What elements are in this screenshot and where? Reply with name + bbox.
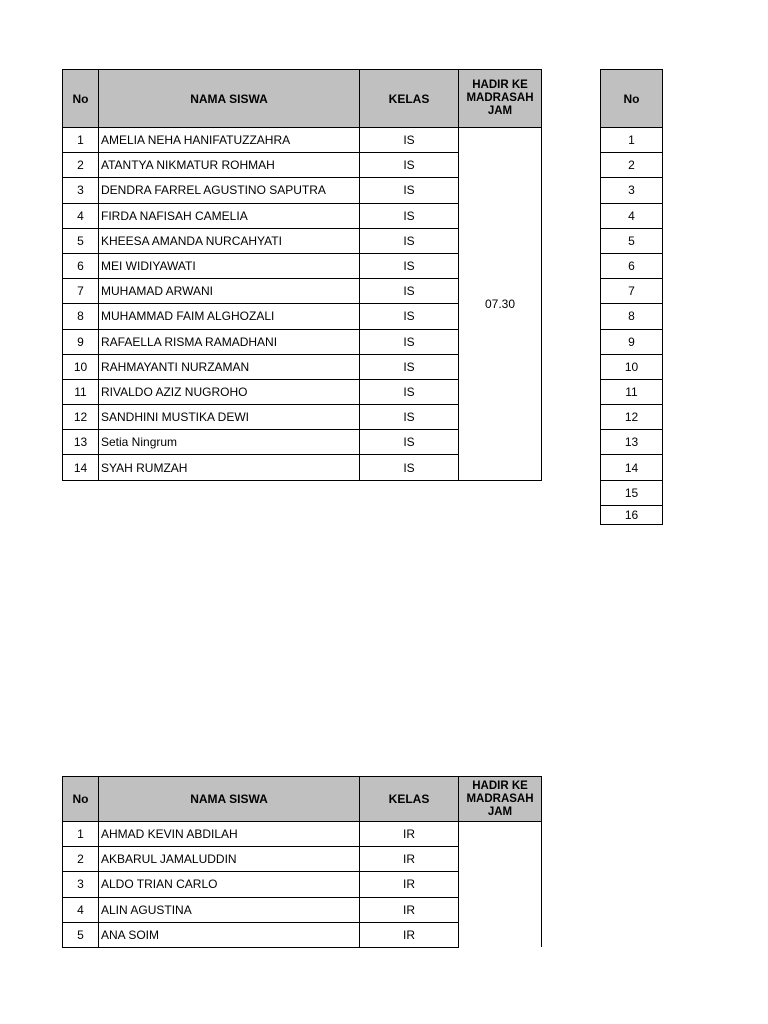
row-nama-siswa: MUHAMMAD FAIM ALGHOZALI xyxy=(99,304,360,329)
row-kelas: IR xyxy=(360,897,459,922)
table-row xyxy=(63,822,542,847)
header-nama-siswa: NAMA SISWA xyxy=(99,777,360,822)
row-no: 14 xyxy=(601,455,663,480)
row-nama-siswa: RAHMAYANTI NURZAMAN xyxy=(99,354,360,379)
arrival-time xyxy=(459,822,542,948)
row-nama-siswa: DENDRA FARREL AGUSTINO SAPUTRA xyxy=(99,178,360,203)
row-no: 14 xyxy=(63,455,99,480)
row-nama-siswa: ANA SOIM xyxy=(99,922,360,947)
row-kelas: IS xyxy=(360,178,459,203)
row-nama-siswa: AHMAD KEVIN ABDILAH xyxy=(99,822,360,847)
row-no: 16 xyxy=(601,505,663,524)
row-no: 6 xyxy=(601,253,663,278)
row-kelas: IS xyxy=(360,153,459,178)
row-no: 5 xyxy=(63,228,99,253)
row-no: 2 xyxy=(63,847,99,872)
row-nama-siswa: RAFAELLA RISMA RAMADHANI xyxy=(99,329,360,354)
header-hadir-line-1: HADIR KE xyxy=(472,779,528,792)
row-kelas: IS xyxy=(360,430,459,455)
header-kelas: KELAS xyxy=(360,70,459,128)
row-no: 11 xyxy=(601,379,663,404)
row-no: 4 xyxy=(601,203,663,228)
header-no: No xyxy=(601,70,663,128)
row-no: 9 xyxy=(601,329,663,354)
row-no: 4 xyxy=(63,897,99,922)
table-row xyxy=(601,430,663,455)
row-kelas: IR xyxy=(360,847,459,872)
row-nama-siswa: AMELIA NEHA HANIFATUZZAHRA xyxy=(99,128,360,153)
row-no: 10 xyxy=(601,354,663,379)
table-row xyxy=(601,354,663,379)
row-no: 8 xyxy=(63,304,99,329)
row-no: 15 xyxy=(601,480,663,505)
row-nama-siswa: SANDHINI MUSTIKA DEWI xyxy=(99,405,360,430)
row-no: 12 xyxy=(601,405,663,430)
row-no: 1 xyxy=(63,128,99,153)
row-nama-siswa: MEI WIDIYAWATI xyxy=(99,253,360,278)
header-hadir xyxy=(459,777,542,822)
header-hadir-line-1: HADIR KE xyxy=(472,79,528,91)
header-hadir-line-2: MADRASAH xyxy=(466,92,534,104)
header-hadir-line-3: JAM xyxy=(487,105,513,117)
table-row xyxy=(63,128,542,153)
row-kelas: IR xyxy=(360,822,459,847)
row-no: 3 xyxy=(63,178,99,203)
row-no: 13 xyxy=(63,430,99,455)
table-row xyxy=(601,203,663,228)
table-row xyxy=(601,228,663,253)
row-nama-siswa: ATANTYA NIKMATUR ROHMAH xyxy=(99,153,360,178)
row-nama-siswa: ALDO TRIAN CARLO xyxy=(99,872,360,897)
row-no: 7 xyxy=(63,279,99,304)
row-no: 1 xyxy=(63,822,99,847)
row-no: 2 xyxy=(601,153,663,178)
row-nama-siswa: SYAH RUMZAH xyxy=(99,455,360,480)
table-row xyxy=(601,279,663,304)
row-kelas: IS xyxy=(360,304,459,329)
row-nama-siswa: FIRDA NAFISAH CAMELIA xyxy=(99,203,360,228)
row-nama-siswa: ALIN AGUSTINA xyxy=(99,897,360,922)
header-hadir-line-3: JAM xyxy=(487,805,513,818)
row-kelas: IS xyxy=(360,329,459,354)
table-row xyxy=(601,304,663,329)
table-row xyxy=(601,253,663,278)
table-row xyxy=(601,405,663,430)
row-kelas: IS xyxy=(360,455,459,480)
arrival-time: 07.30 xyxy=(459,128,542,481)
attendance-table-ir xyxy=(62,776,542,948)
row-no: 6 xyxy=(63,253,99,278)
row-no: 7 xyxy=(601,279,663,304)
row-no: 5 xyxy=(601,228,663,253)
row-no: 3 xyxy=(63,872,99,897)
table-row xyxy=(601,178,663,203)
row-kelas: IS xyxy=(360,379,459,404)
table-row xyxy=(601,505,663,524)
row-kelas: IS xyxy=(360,253,459,278)
header-hadir-line-2: MADRASAH xyxy=(466,792,534,805)
row-kelas: IR xyxy=(360,922,459,947)
row-no: 13 xyxy=(601,430,663,455)
number-column-table xyxy=(600,69,663,525)
attendance-table-is xyxy=(62,69,542,481)
row-kelas: IS xyxy=(360,228,459,253)
table-row xyxy=(601,153,663,178)
table-row xyxy=(601,329,663,354)
table-row xyxy=(601,480,663,505)
row-no: 12 xyxy=(63,405,99,430)
row-kelas: IS xyxy=(360,405,459,430)
row-no: 5 xyxy=(63,922,99,947)
row-no: 2 xyxy=(63,153,99,178)
header-no: No xyxy=(63,777,99,822)
row-nama-siswa: AKBARUL JAMALUDDIN xyxy=(99,847,360,872)
header-nama-siswa: NAMA SISWA xyxy=(99,70,360,128)
table-row xyxy=(601,128,663,153)
row-kelas: IR xyxy=(360,872,459,897)
row-nama-siswa: KHEESA AMANDA NURCAHYATI xyxy=(99,228,360,253)
row-nama-siswa: Setia Ningrum xyxy=(99,430,360,455)
header-kelas: KELAS xyxy=(360,777,459,822)
row-no: 1 xyxy=(601,128,663,153)
row-no: 8 xyxy=(601,304,663,329)
table-row xyxy=(601,455,663,480)
row-nama-siswa: RIVALDO AZIZ NUGROHO xyxy=(99,379,360,404)
table-row xyxy=(601,379,663,404)
row-nama-siswa: MUHAMAD ARWANI xyxy=(99,279,360,304)
row-no: 3 xyxy=(601,178,663,203)
header-no: No xyxy=(63,70,99,128)
row-no: 4 xyxy=(63,203,99,228)
row-kelas: IS xyxy=(360,203,459,228)
row-kelas: IS xyxy=(360,128,459,153)
row-no: 9 xyxy=(63,329,99,354)
row-kelas: IS xyxy=(360,354,459,379)
row-kelas: IS xyxy=(360,279,459,304)
row-no: 11 xyxy=(63,379,99,404)
header-hadir xyxy=(459,70,542,128)
row-no: 10 xyxy=(63,354,99,379)
